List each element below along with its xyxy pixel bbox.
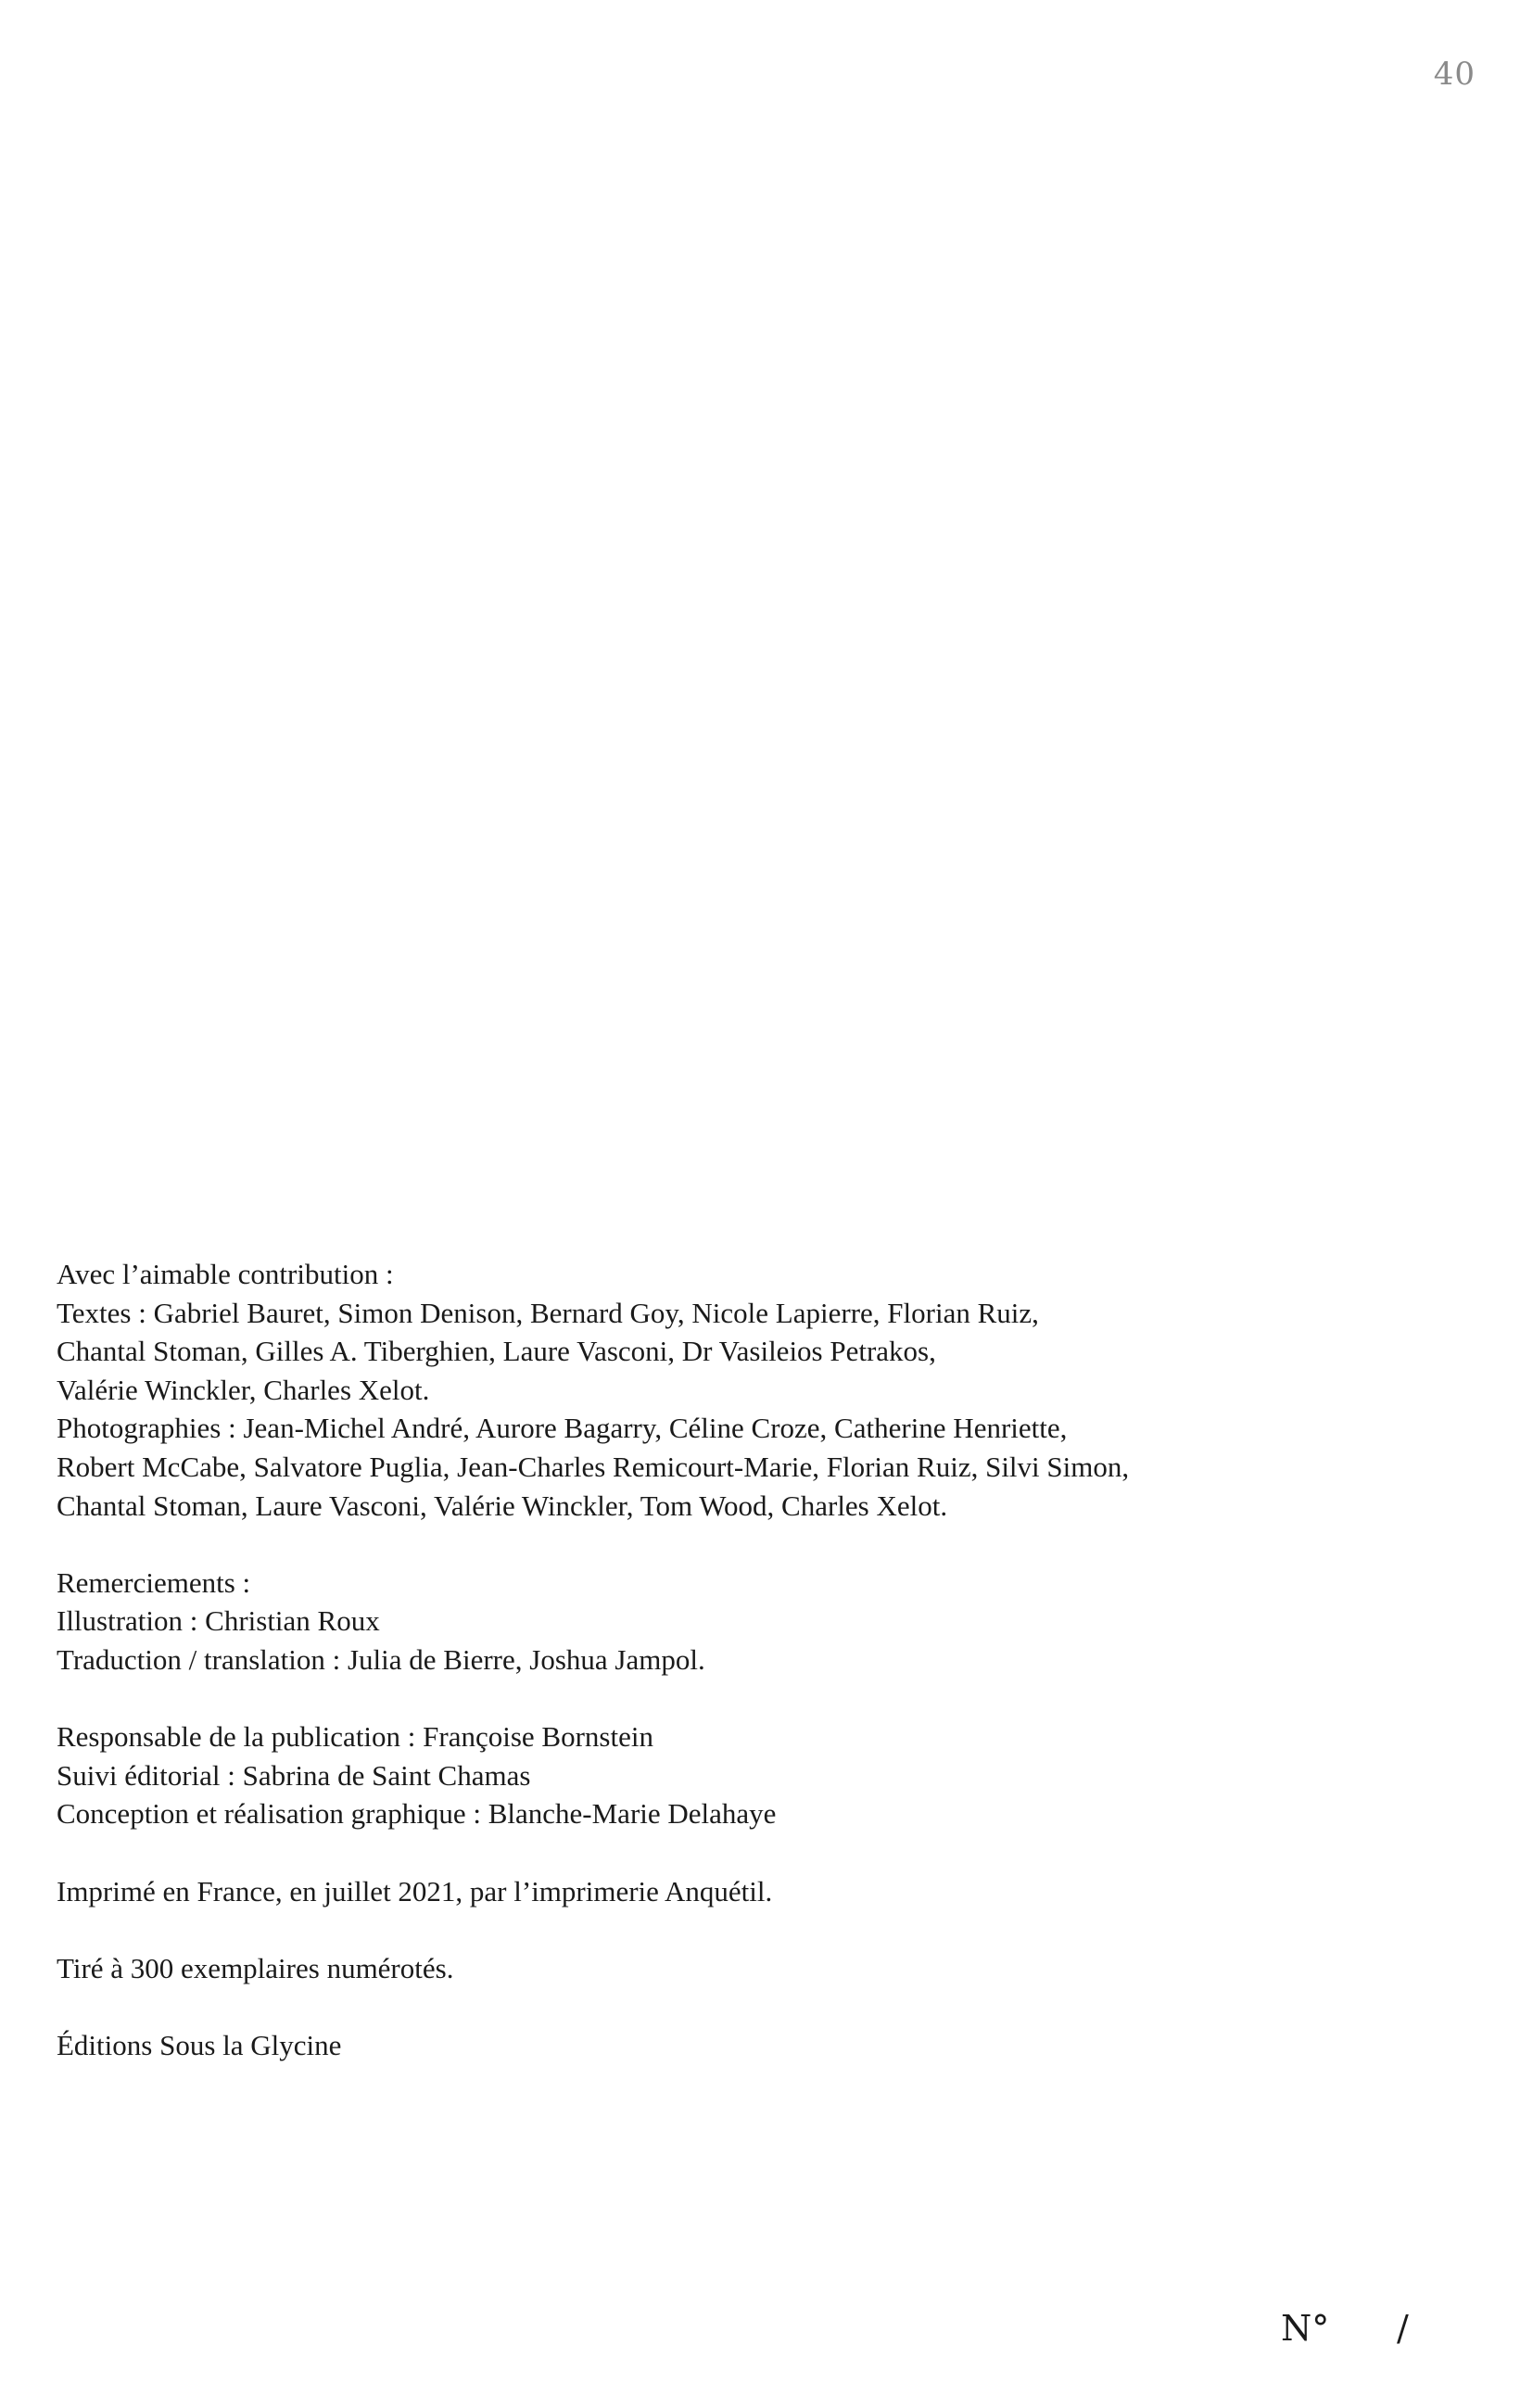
spacer [57, 1525, 1336, 1564]
texts-line-1: Textes : Gabriel Bauret, Simon Denison, Bernard Goy, Nicole Lapierre, Florian Ruiz, [57, 1296, 1039, 1329]
editorial-follow-up: Suivi éditorial : Sabrina de Saint Chamas [57, 1758, 531, 1792]
publication-responsible: Responsable de la publication : Françoise Bornstein [57, 1720, 653, 1754]
number-slash: / [1397, 2308, 1409, 2349]
photos-line-1: Photographies : Jean-Michel André, Aurore Bagarry, Céline Croze, Catherine Henriette, [57, 1412, 1068, 1445]
graphic-design-credit: Conception et réalisation graphique : Blanche-Marie Delahaye [57, 1797, 777, 1831]
printing-info: Imprimé en France, en juillet 2021, par l’imprimerie Anquétil. [57, 1874, 773, 1907]
contribution-heading: Avec l’aimable contribution : [57, 1258, 394, 1290]
spacer [57, 1910, 1336, 1949]
print-run: Tiré à 300 exemplaires numérotés. [57, 1951, 454, 1984]
thanks-heading: Remerciements : [57, 1565, 251, 1599]
copy-numbering [1281, 2308, 1466, 2354]
translation-credit: Traduction / translation : Julia de Bierre, Joshua Jampol. [57, 1642, 705, 1676]
page-number: 40 [1433, 56, 1476, 93]
photos-line-3: Chantal Stoman, Laure Vasconi, Valérie Winckler, Tom Wood, Charles Xelot. [57, 1489, 948, 1522]
spacer [57, 1833, 1336, 1872]
spacer [57, 1679, 1336, 1718]
colophon [57, 1255, 1336, 2064]
number-prefix: N° [1281, 2308, 1330, 2349]
photos-line-2: Robert McCabe, Salvatore Puglia, Jean-Charles Remicourt-Marie, Florian Ruiz, Silvi Simon, [57, 1450, 1130, 1483]
texts-line-2: Chantal Stoman, Gilles A. Tiberghien, Laure Vasconi, Dr Vasileios Petrakos, [57, 1335, 936, 1368]
illustration-credit: Illustration : Christian Roux [57, 1604, 380, 1638]
spacer [57, 1987, 1336, 2026]
publisher-name: Éditions Sous la Glycine [57, 2028, 342, 2061]
texts-line-3: Valérie Winckler, Charles Xelot. [57, 1373, 430, 1406]
